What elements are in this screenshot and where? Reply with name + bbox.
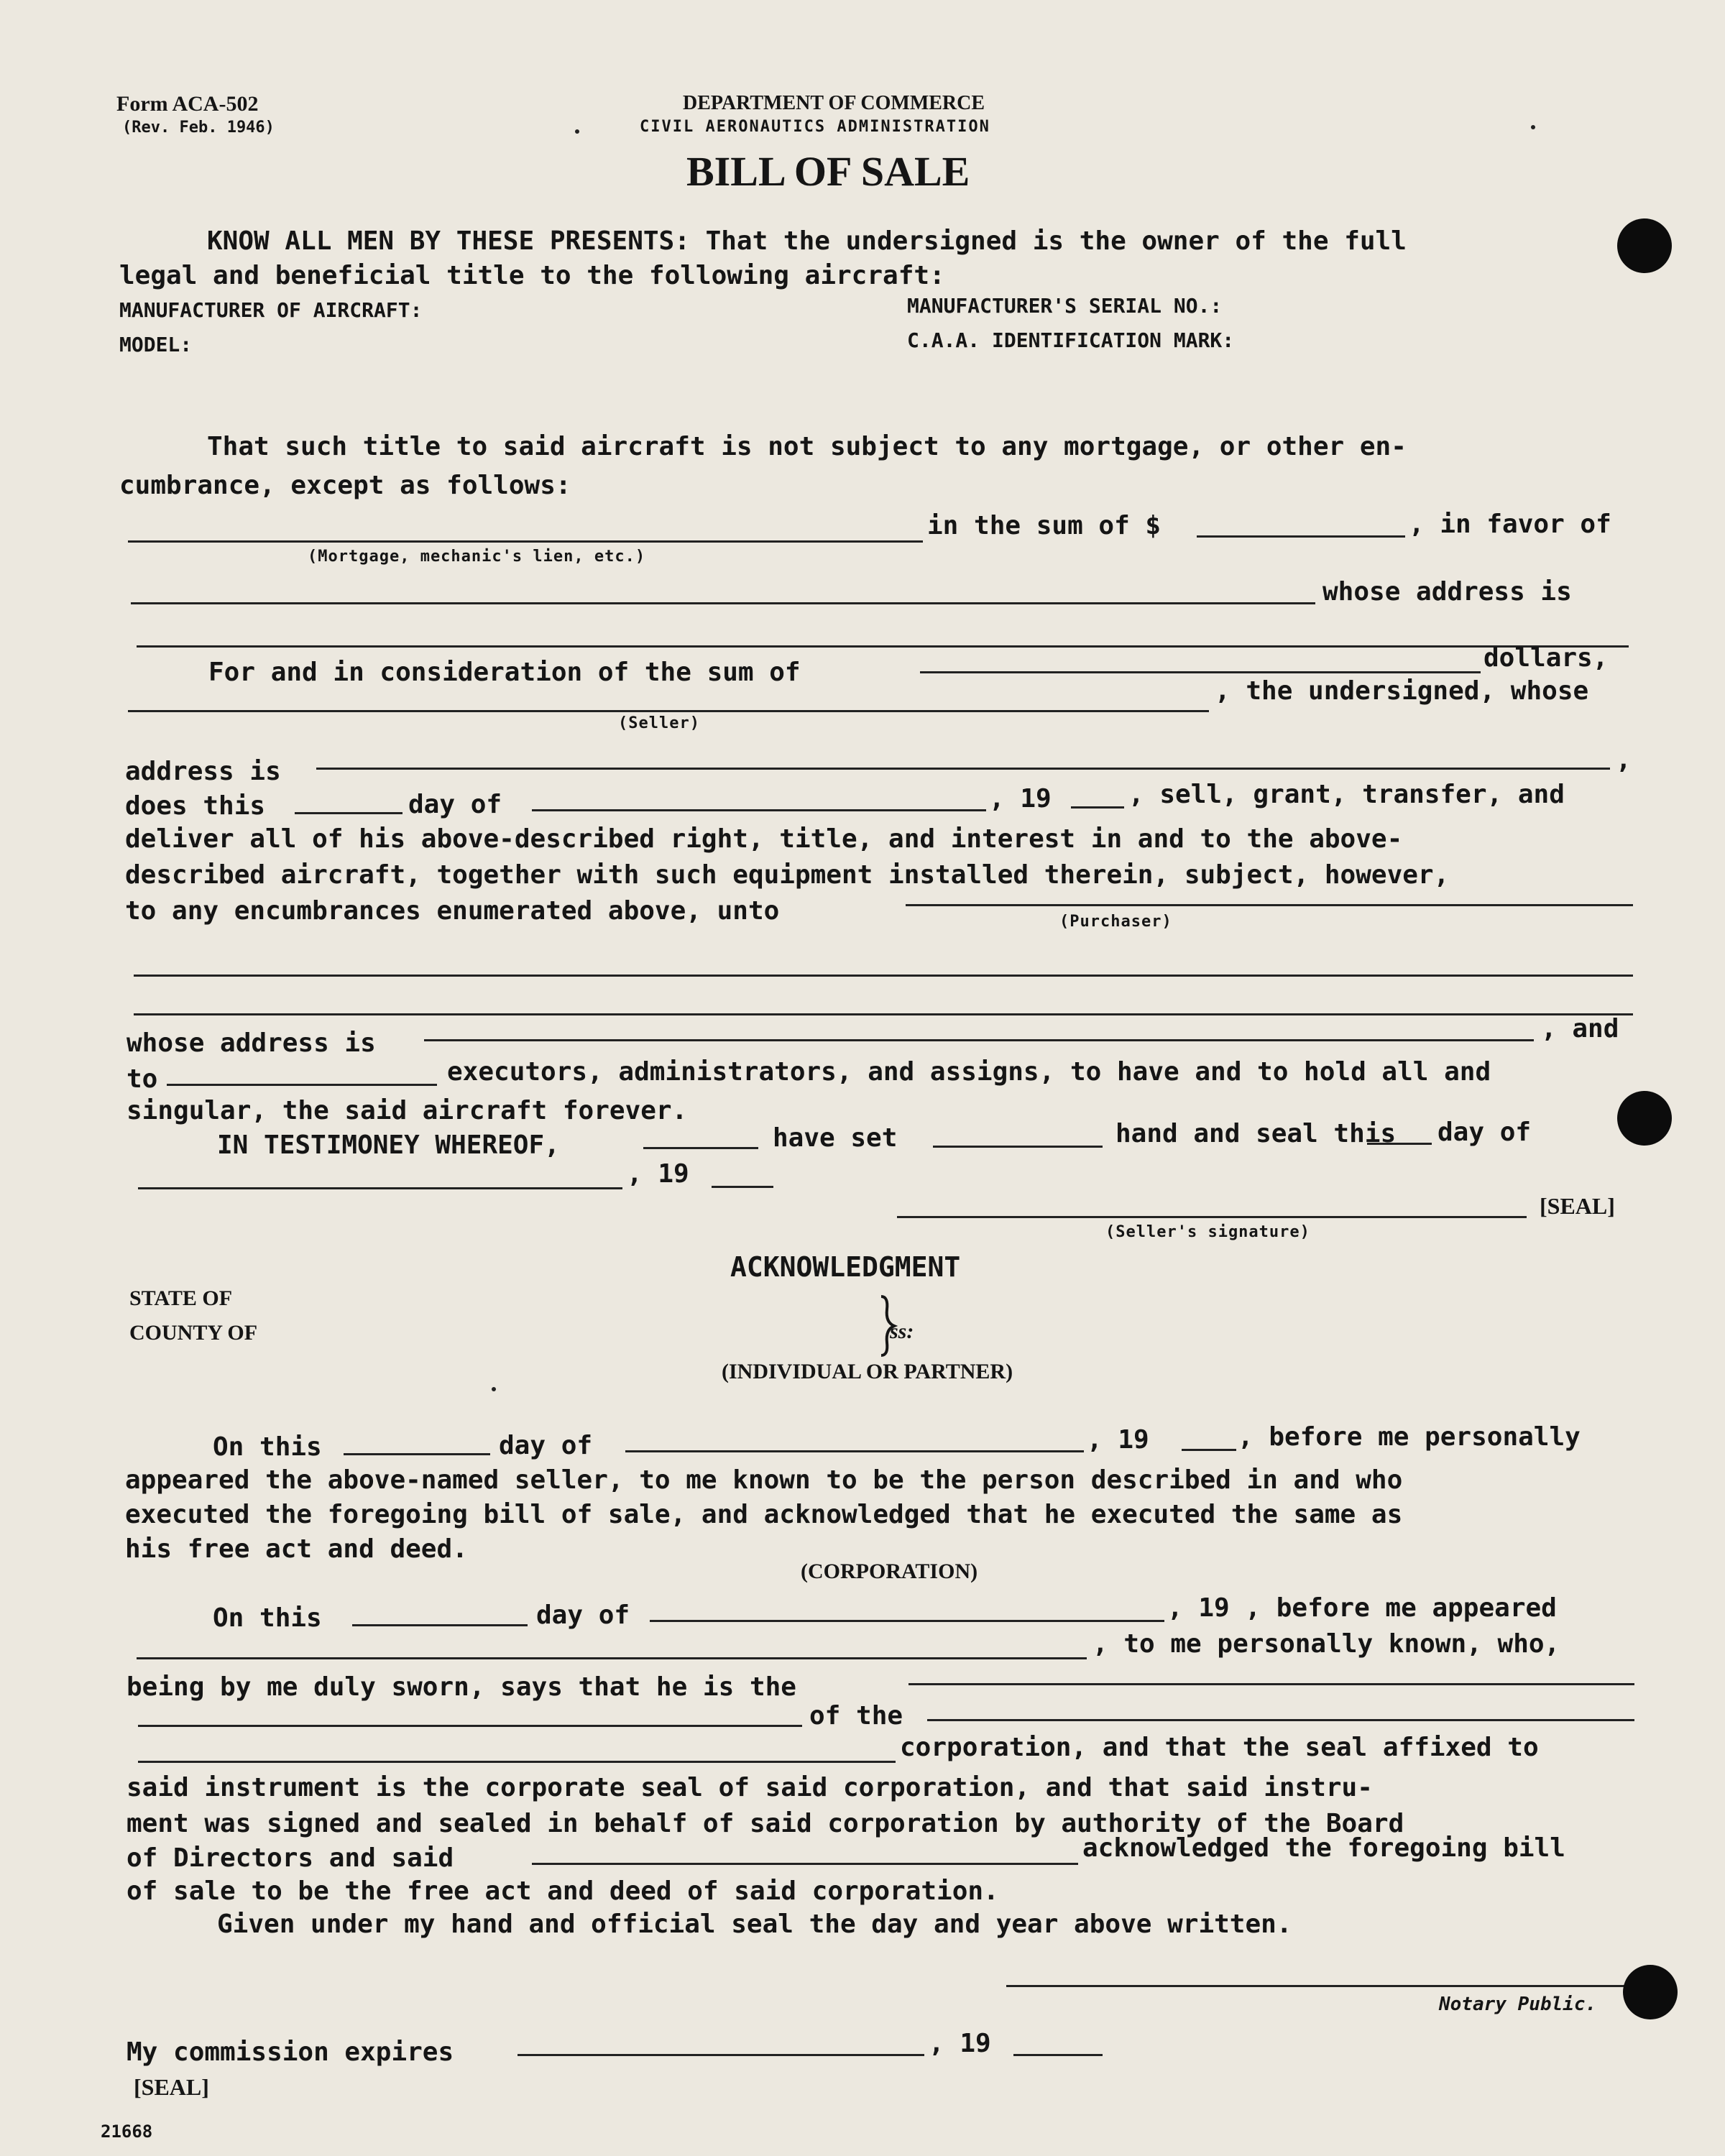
being-sworn-label: being by me duly sworn, says that he is the [126, 1672, 796, 1702]
officer-acknowledged-line[interactable] [532, 1863, 1078, 1865]
purchaser-pronoun-line[interactable] [167, 1084, 437, 1086]
intro-line-1: KNOW ALL MEN BY THESE PRESENTS: That the undersigned is the owner of the full [207, 226, 1407, 256]
year-prefix-label: , 19 [989, 784, 1052, 814]
said-instrument-line: said instrument is the corporate seal of said corporation, and that said instru- [126, 1773, 1373, 1802]
purchaser-line-3[interactable] [134, 1013, 1633, 1015]
ack-month-line[interactable] [625, 1450, 1084, 1452]
punch-hole [1617, 218, 1672, 273]
punch-hole [1623, 1965, 1678, 2019]
speck [492, 1387, 496, 1391]
form-number: Form ACA-502 [116, 92, 259, 116]
in-favor-of-label: , in favor of [1409, 510, 1611, 539]
speck [575, 129, 579, 134]
whose-address-is-label: whose address is [126, 1028, 376, 1058]
manufacturer-label: MANUFACTURER OF AIRCRAFT: [119, 298, 423, 322]
ack-year-label: , 19 [1087, 1425, 1149, 1455]
described-line: described aircraft, together with such equipment installed therein, subject, however, [125, 860, 1450, 890]
mortgage-field-line[interactable] [128, 540, 923, 543]
undersigned-label: , the undersigned, whose [1215, 676, 1589, 706]
testimony-month-line[interactable] [138, 1187, 622, 1189]
county-of-label: COUNTY OF [129, 1321, 258, 1345]
does-this-label: does this [125, 791, 266, 821]
corp-on-this-label: On this [213, 1603, 322, 1633]
seller-address-line[interactable] [316, 768, 1610, 770]
corp-before-me-label: , 19 , before me appeared [1167, 1593, 1557, 1623]
corporation-name-line[interactable] [927, 1719, 1634, 1721]
corporation-heading: (CORPORATION) [801, 1560, 978, 1583]
corporation-name-line-2[interactable] [138, 1761, 896, 1763]
executors-line: executors, administrators, and assigns, to have and to hold all and [447, 1057, 1491, 1087]
seal-label: [SEAL] [1540, 1193, 1615, 1219]
state-of-label: STATE OF [129, 1286, 233, 1310]
purchaser-caption: (Purchaser) [1059, 913, 1172, 931]
deliver-line: deliver all of his above-described right, title, and interest in and to the above- [125, 824, 1403, 854]
mortgage-sum-line[interactable] [1197, 535, 1405, 538]
sell-grant-label: , sell, grant, transfer, and [1128, 780, 1565, 809]
seller-field-line[interactable] [128, 710, 1209, 712]
favor-of-field-line[interactable] [131, 602, 1315, 604]
commission-year-line[interactable] [1013, 2054, 1103, 2056]
commission-label: My commission expires [126, 2037, 454, 2067]
corp-month-line[interactable] [650, 1620, 1164, 1622]
commission-date-line[interactable] [518, 2054, 924, 2056]
mortgage-caption: (Mortgage, mechanic's lien, etc.) [308, 548, 646, 566]
day-of-label: day of [408, 790, 502, 819]
testimony-year-line[interactable] [712, 1186, 773, 1188]
before-me-label: , before me personally [1238, 1422, 1581, 1452]
address-is-label: address is [125, 757, 281, 786]
and-label: , and [1541, 1014, 1619, 1044]
corp-day-line[interactable] [352, 1624, 528, 1626]
notary-seal-label: [SEAL] [134, 2074, 209, 2100]
acknowledgment-heading: ACKNOWLEDGMENT [730, 1251, 961, 1283]
purchaser-line-2[interactable] [134, 975, 1633, 977]
free-act-line: his free act and deed. [125, 1534, 468, 1564]
testimony-day-line[interactable] [1367, 1143, 1432, 1145]
consideration-sum-line[interactable] [920, 671, 1481, 673]
encumbrance-line-1: That such title to said aircraft is not subject to any mortgage, or other en- [207, 432, 1407, 461]
testimony-label: IN TESTIMONEY WHEREOF, [217, 1130, 560, 1160]
address-field-line[interactable] [137, 645, 1629, 648]
comma: , [1616, 745, 1632, 775]
encumbrance-line-2: cumbrance, except as follows: [119, 471, 571, 500]
model-label: MODEL: [119, 333, 193, 356]
sale-year-line[interactable] [1071, 806, 1124, 808]
intro-line-2: legal and beneficial title to the following aircraft: [119, 261, 945, 290]
appeared-line: appeared the above-named seller, to me known to be the person described in and who [125, 1465, 1403, 1495]
ack-on-this-label: On this [213, 1432, 322, 1462]
punch-hole [1617, 1091, 1672, 1146]
seller-signature-line[interactable] [897, 1216, 1527, 1218]
officer-title-line[interactable] [908, 1683, 1634, 1685]
to-any-line: to any encumbrances enumerated above, unto [125, 896, 780, 926]
executed-line: executed the foregoing bill of sale, and acknowledged that he executed the same as [125, 1500, 1403, 1529]
given-line: Given under my hand and official seal the day and year above written. [217, 1909, 1292, 1939]
sale-month-line[interactable] [532, 809, 986, 811]
seller-signature-caption: (Seller's signature) [1105, 1223, 1310, 1241]
caa-mark-label: C.A.A. IDENTIFICATION MARK: [907, 328, 1235, 352]
serial-label: MANUFACTURER'S SERIAL NO.: [907, 294, 1223, 318]
personally-known-label: , to me personally known, who, [1092, 1629, 1560, 1659]
testimony-party-line[interactable] [643, 1147, 758, 1149]
administration-heading: CIVIL AERONAUTICS ADMINISTRATION [640, 118, 990, 136]
singular-line: singular, the said aircraft forever. [126, 1096, 688, 1125]
corp-officer-name-line[interactable] [137, 1657, 1087, 1659]
seller-caption: (Seller) [618, 714, 700, 732]
dollars-label: dollars, [1484, 643, 1609, 673]
notary-signature-line[interactable] [1006, 1985, 1630, 1987]
ss-label: ss: [890, 1319, 914, 1343]
consideration-label: For and in consideration of the sum of [208, 658, 801, 687]
testimony-pronoun-line[interactable] [933, 1146, 1103, 1148]
purchaser-field-line[interactable] [906, 904, 1633, 906]
of-directors-label: of Directors and said [126, 1843, 454, 1873]
document-title: BILL OF SALE [686, 148, 970, 195]
notary-public-label: Notary Public. [1439, 1994, 1597, 2015]
sum-of-label: in the sum of $ [927, 511, 1162, 540]
individual-heading: (INDIVIDUAL OR PARTNER) [722, 1360, 1013, 1383]
whose-address-label: whose address is [1322, 577, 1572, 607]
hand-seal-label: hand and seal this [1116, 1119, 1397, 1148]
testimony-year-label: , 19 [627, 1159, 689, 1189]
sale-day-line[interactable] [295, 812, 402, 814]
speck [1531, 125, 1535, 129]
ack-day-line[interactable] [344, 1453, 490, 1455]
form-revision: (Rev. Feb. 1946) [122, 119, 275, 137]
department-heading: DEPARTMENT OF COMMERCE [683, 92, 985, 114]
ment-signed-line: ment was signed and sealed in behalf of said corporation by authority of the Board [126, 1809, 1404, 1838]
corp-seal-label: corporation, and that the seal affixed to [900, 1733, 1539, 1762]
ack-day-of-label: day of [499, 1431, 593, 1460]
corp-day-of-label: day of [536, 1600, 630, 1630]
testimony-day-of-label: day of [1438, 1118, 1532, 1147]
ack-year-line[interactable] [1182, 1449, 1236, 1451]
form-code: 21668 [101, 2122, 153, 2142]
acknowledged-label: acknowledged the foregoing bill [1082, 1833, 1565, 1863]
commission-year-label: , 19 [929, 2029, 991, 2058]
officer-title-line-2[interactable] [138, 1725, 802, 1727]
to-label: to [126, 1064, 158, 1094]
of-sale-line: of sale to be the free act and deed of said corporation. [126, 1876, 999, 1906]
purchaser-address-line[interactable] [424, 1039, 1534, 1041]
of-the-label: of the [809, 1701, 903, 1731]
have-set-label: have set [773, 1123, 898, 1153]
